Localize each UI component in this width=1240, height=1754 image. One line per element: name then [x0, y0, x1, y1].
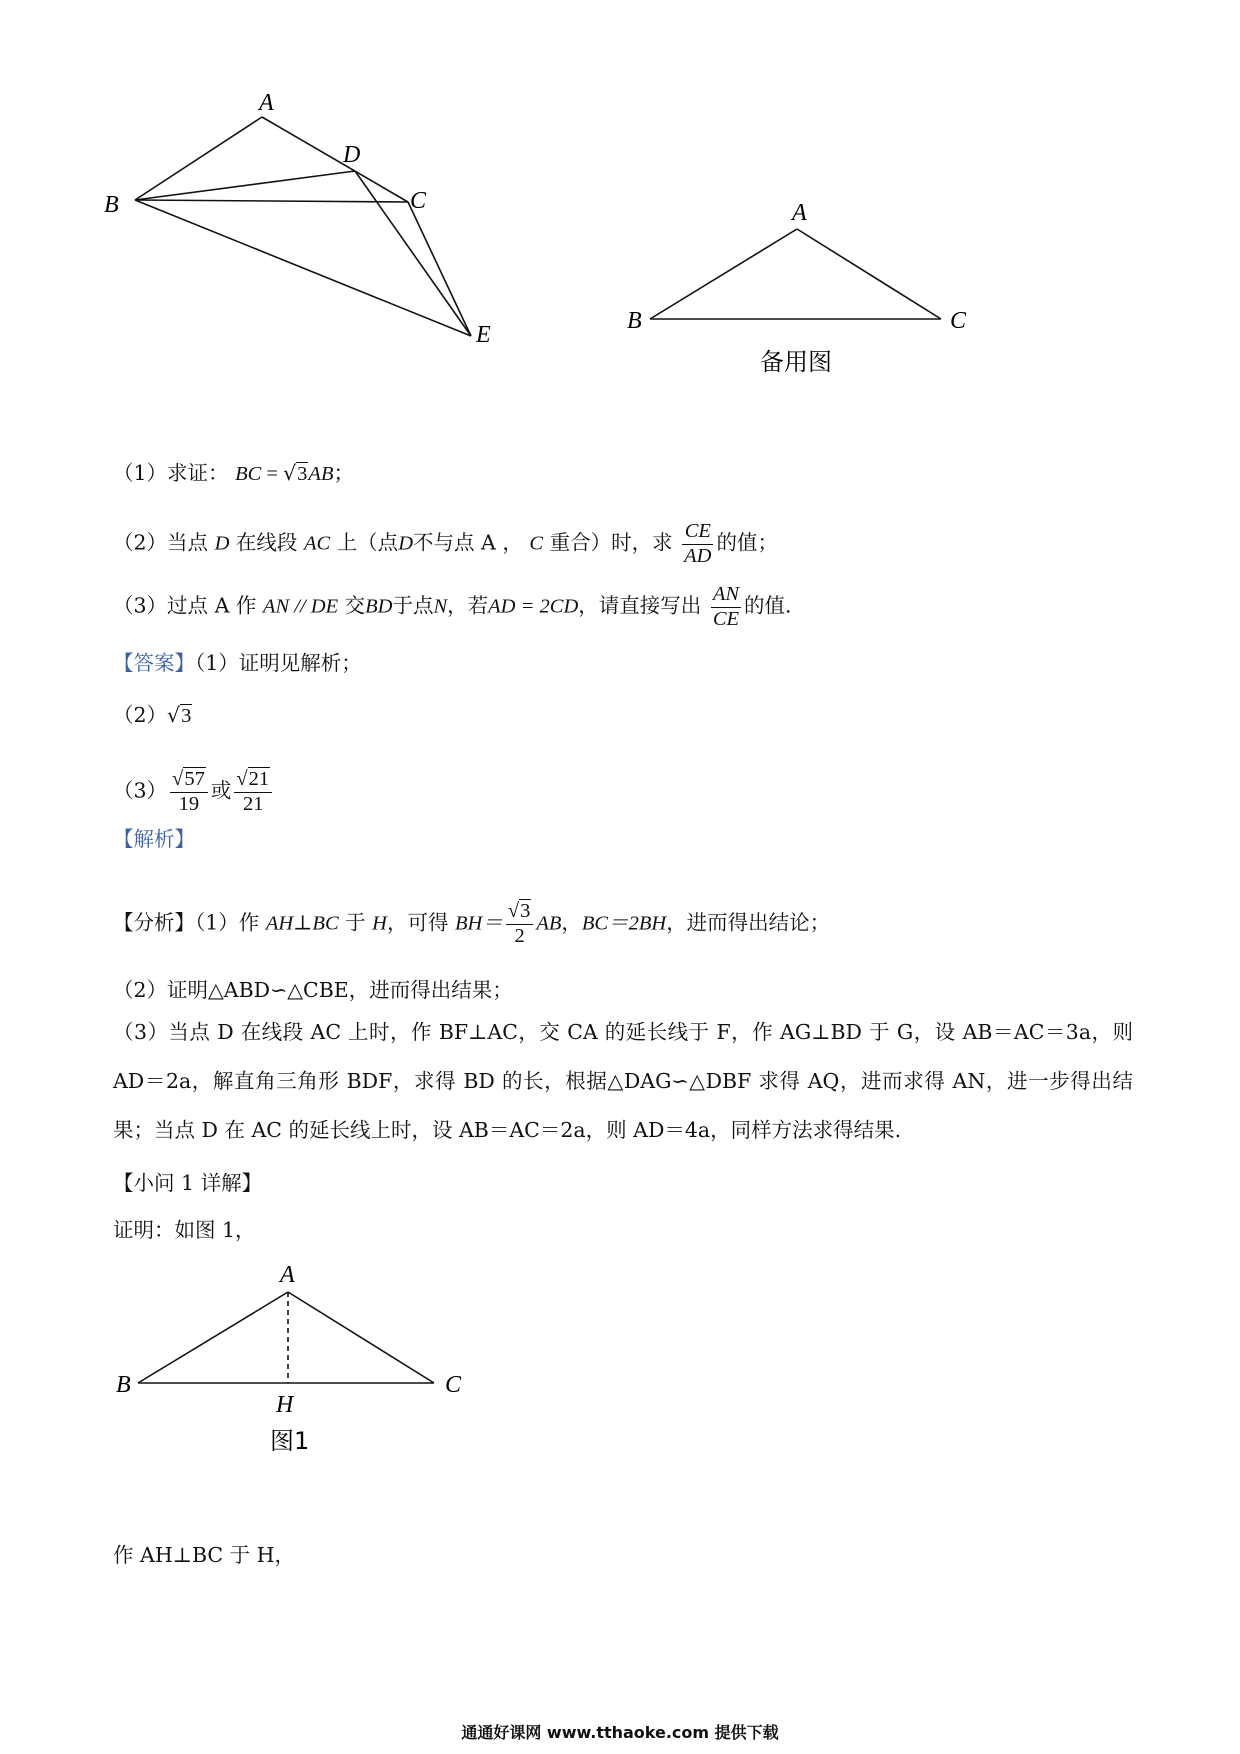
answer-1: 【答案】（1）证明见解析；: [113, 651, 362, 675]
label-E: E: [476, 322, 491, 348]
figure-caption: 图1: [270, 1427, 310, 1455]
analysis-tag: 【解析】: [113, 827, 195, 851]
fraction-an-ce: $\frac{AN}{CE}$: [712, 583, 740, 630]
figure-caption: 备用图: [760, 348, 832, 376]
label-A: A: [259, 90, 274, 116]
label-C: C: [410, 188, 427, 214]
answer-tag: 【答案】: [113, 651, 195, 675]
figure-spare: [610, 195, 970, 380]
sqrt-symbol: √3: [283, 461, 308, 485]
proof-intro: 证明：如图 1，: [113, 1218, 256, 1242]
figure-1: [100, 1255, 480, 1455]
question-2: （2）当点 D 在线段 AC 上（点D不与点 A ， C 重合）时，求 $\frac{CE}{AD}$ 的值；: [113, 520, 778, 567]
label-B: B: [627, 308, 642, 334]
question-3: （3）过点 A 作 AN // DE 交BD于点N，若AD = 2CD，请直接写出 $\frac{AN}{CE}$ 的值.: [113, 583, 792, 630]
analysis-line-1: 【分析】（1）作 AH⊥BC 于 H，可得 BH＝ $\frac{√3}{2}$ AB，BC＝2BH，进而得出结论；: [113, 900, 831, 947]
fraction-sqrt21-21: $\frac{√21}{21}$: [234, 768, 272, 816]
figure-main: [100, 90, 560, 390]
analysis-paragraph-3: （3）当点 D 在线段 AC 上时，作 BF⊥AC，交 CA 的延长线于 F，作 AG⊥BD 于 G，设 AB＝AC＝3a，则 AD＝2a，解直角三角形 BDF，求得 BD 的长，根据△DAG∽△DBF 求得 AQ，进而求得 AN，进一步得出结果；当点 D 在 AC 的延长线上时，设 AB＝AC＝2a，则 AD＝4a，同样方法求得结果.: [113, 1020, 1133, 1142]
detail-tag: 【小问 1 详解】: [113, 1171, 263, 1195]
last-line: 作 AH⊥BC 于 H，: [113, 1543, 296, 1567]
fraction-ce-ad: $\frac{CE}{AD}$: [684, 520, 712, 567]
label-A: A: [280, 1262, 295, 1288]
label-B: B: [116, 1372, 131, 1398]
label-H: H: [276, 1392, 294, 1418]
answer-2: （2）√3: [113, 703, 192, 727]
fraction-sqrt3-2: $\frac{√3}{2}$: [506, 900, 534, 948]
label-A: A: [792, 200, 807, 226]
answer-3: （3） $\frac{√57}{19}$ 或 $\frac{√21}{21}$: [113, 768, 275, 816]
fraction-sqrt57-19: $\frac{√57}{19}$: [170, 768, 208, 816]
question-1: （1）求证： BC = √3AB；: [113, 458, 354, 489]
footer: 通通好课网 www.tthaoke.com 提供下载: [461, 1723, 779, 1742]
analysis-line-2: （2）证明△ABD∽△CBE，进而得出结果；: [113, 978, 513, 1002]
label-D: D: [343, 142, 361, 168]
label-B: B: [104, 192, 119, 218]
label-C: C: [950, 308, 967, 334]
label-C: C: [445, 1372, 462, 1398]
